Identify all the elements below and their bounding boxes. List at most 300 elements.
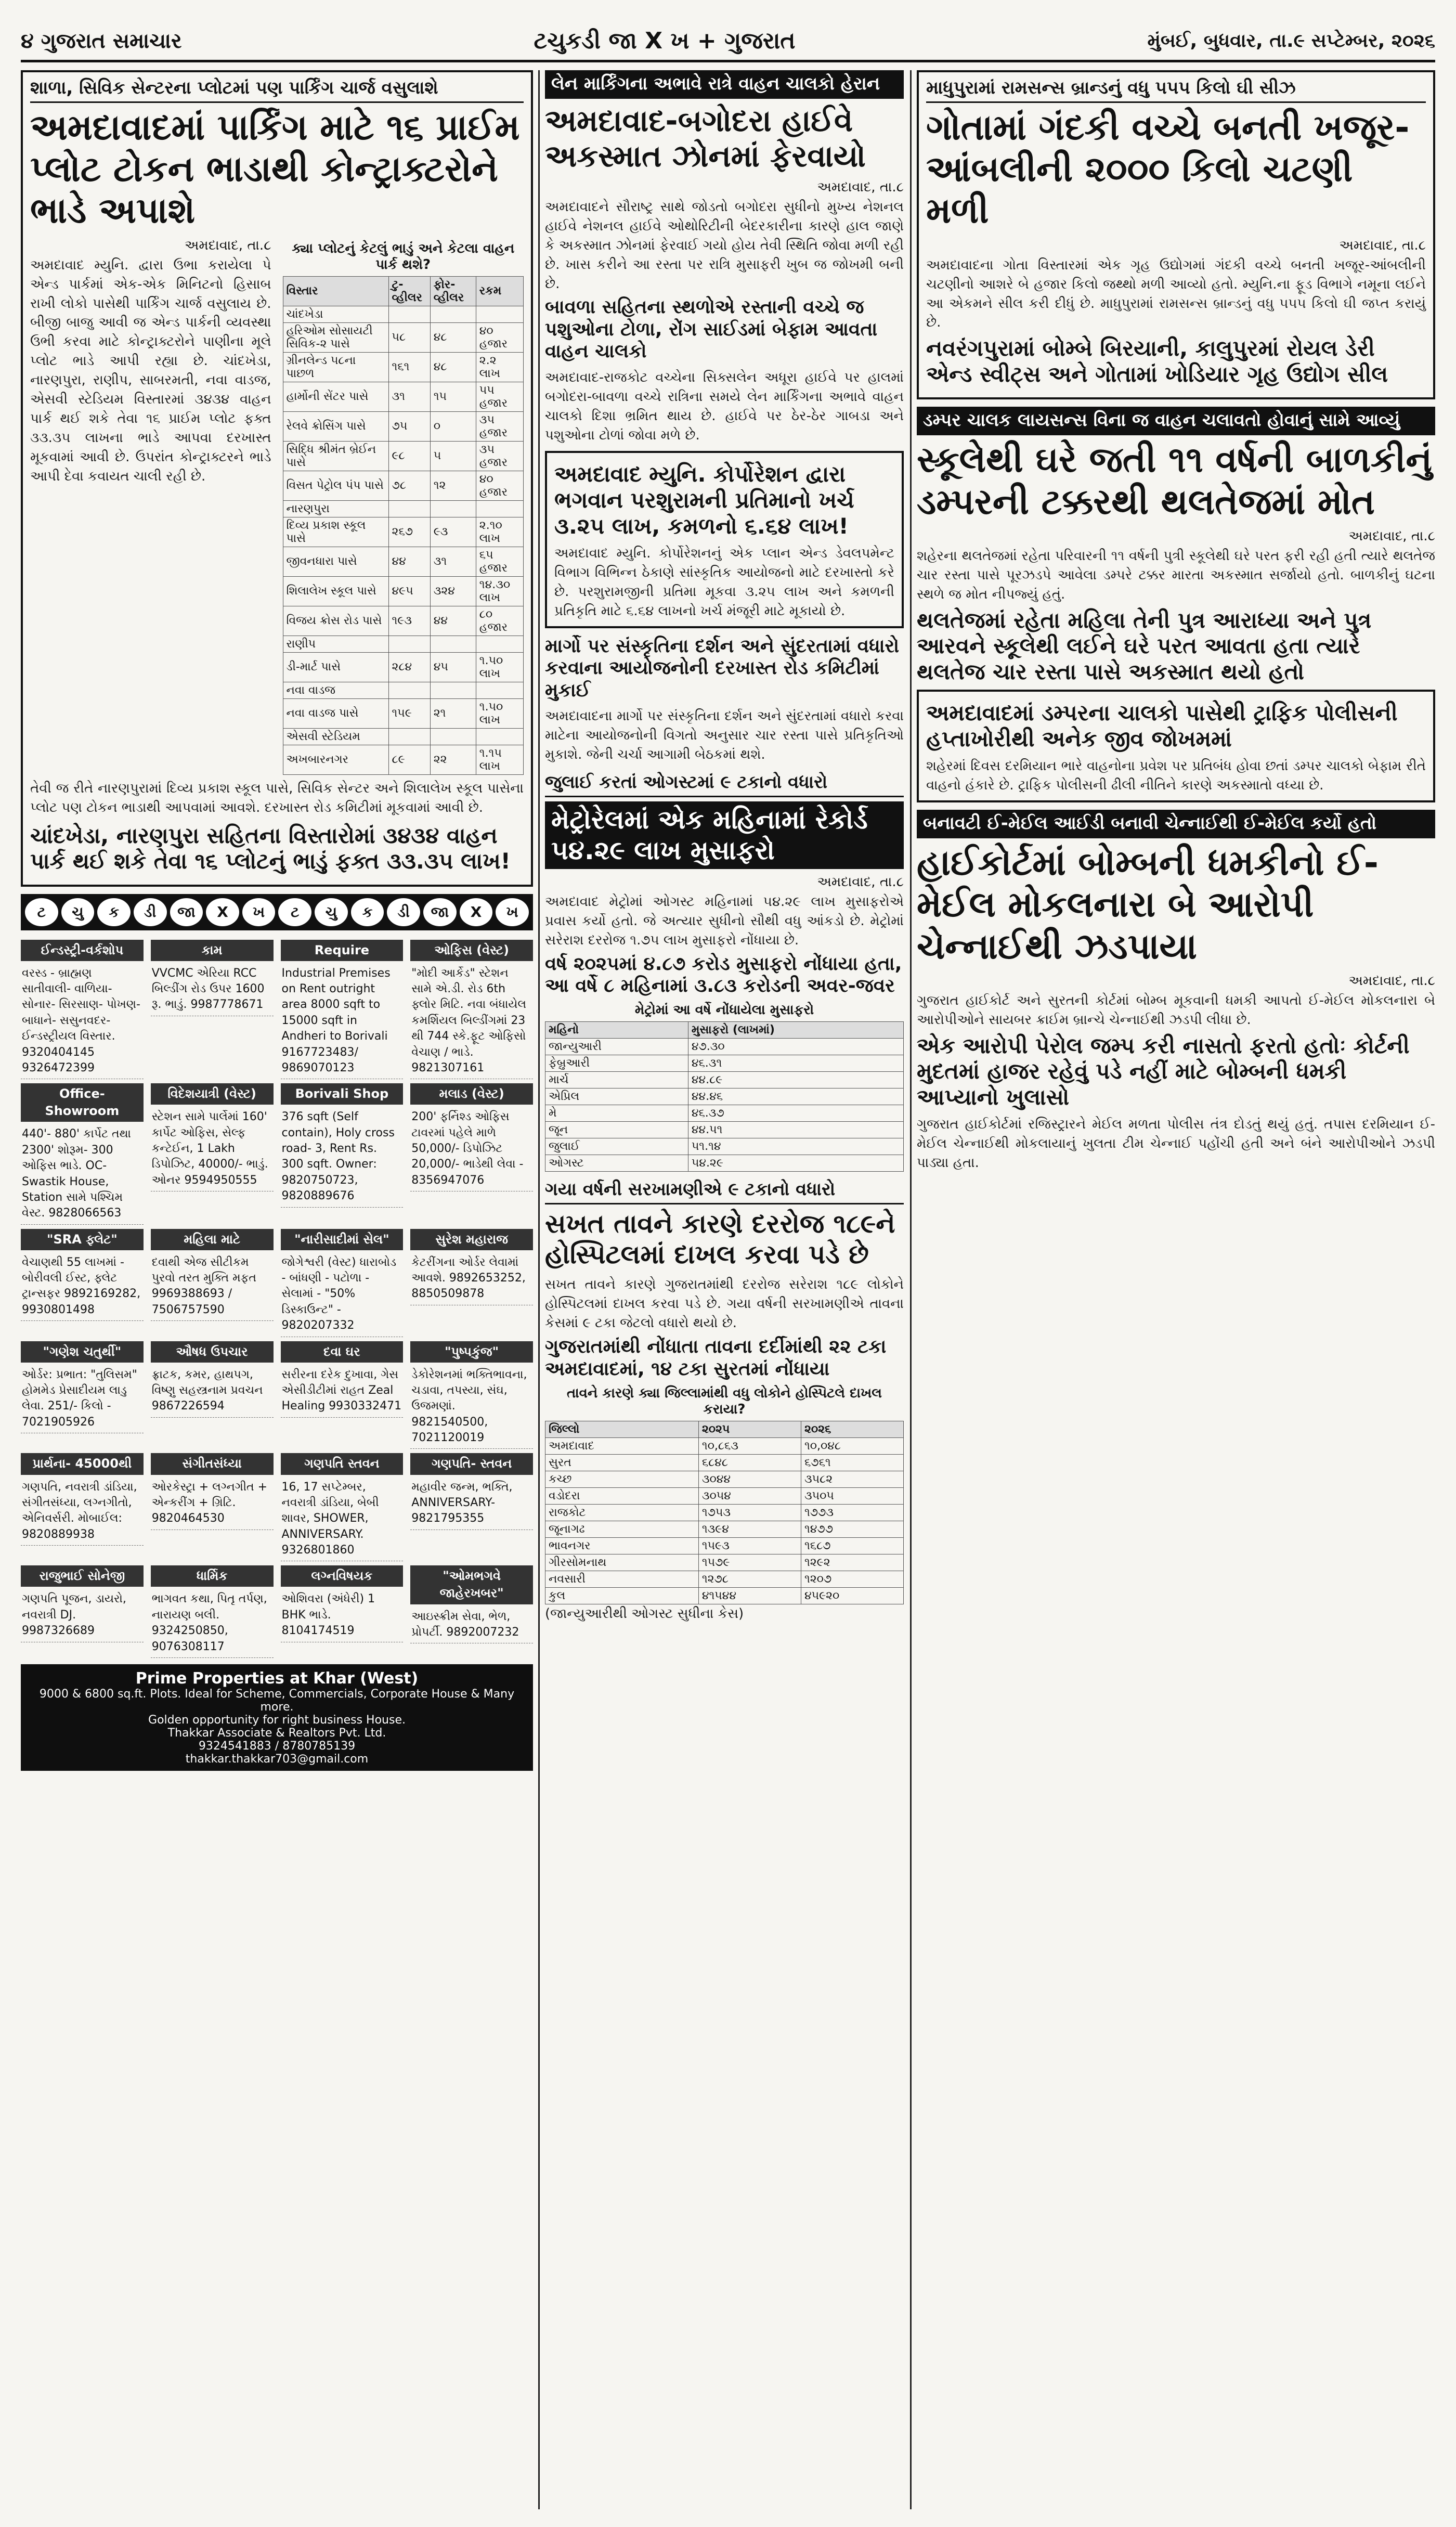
table-cell: ૪૯૫ xyxy=(388,576,430,606)
table-cell: ૨૨ xyxy=(430,745,476,774)
table-cell: શિલાલેખ સ્કૂલ પાસે xyxy=(283,576,388,606)
article-kicker: શાળા, સિવિક સેન્ટરના પ્લોટમાં પણ પાર્કિંગ ચાર્જ વસુલાશે xyxy=(30,77,524,103)
table-row xyxy=(283,352,524,382)
table-cell: ૪૪ xyxy=(430,606,476,636)
table-cell: જીવનધારા પાસે xyxy=(283,547,388,576)
table-cell: ૨.૧૦ લાખ xyxy=(476,517,523,547)
classified-category: સંગીતસંધ્યા xyxy=(151,1453,274,1474)
classified-ad: વરસ્ડ - બ્રાહ્મણ સાતીવાલી- વાળિયા- સોનાર- સિરસાણ- પોખણ- બાધાને- સસુનવદર- ઈન્ડસ્ટ્રીયલ વિસ્તાર. 9320404145 9326472399 xyxy=(21,963,144,1080)
table-cell: ગ્રીનલેન્ડ ૫૮ના પાછળ xyxy=(283,352,388,382)
table-row xyxy=(545,1471,904,1488)
article-body-continued: તેવી જ રીતે નારણપુરામાં દિવ્ય પ્રકાશ સ્કૂલ પાસે, સિવિક સેન્ટર અને શિલાલેખ સ્કૂલ પાસેના પ્લોટ પણ ટોકન ભાડાથી આપવામાં આવશે. દરખાસ્ત રોડ કમિટીમાં મૂકવામાં આવી છે. xyxy=(30,780,524,815)
classified-section xyxy=(410,1337,533,1449)
table-cell: મે xyxy=(545,1105,688,1122)
table-row xyxy=(545,1055,904,1072)
table-cell xyxy=(430,728,476,745)
table-row xyxy=(283,500,524,517)
table-cell: ૮૯ xyxy=(388,745,430,774)
classified-category: વિદેશયાત્રી (વેસ્ટ) xyxy=(151,1083,274,1105)
email-headline: હાઈકોર્ટમાં બોમ્બની ધમકીનો ઈ-મેઈલ મોકલનારા બે આરોપી ચેન્નાઈથી ઝડપાયા xyxy=(917,843,1379,967)
parshuram-article xyxy=(545,451,904,628)
fever-headline: સખત તાવને કારણે દરરોજ ૧૮૯ને હોસ્પિટલમાં દાખલ કરવા પડે છે xyxy=(545,1209,895,1270)
metro-dateline: અમદાવાદ, તા.૮ xyxy=(817,874,904,890)
table-row xyxy=(545,1122,904,1138)
classified-category: દવા ઘર xyxy=(281,1341,404,1363)
classified-section xyxy=(151,1337,274,1449)
classified-section xyxy=(410,1449,533,1561)
table-cell: ૪૪.૫૧ xyxy=(688,1122,903,1138)
table-cell: ફેબ્રુઆરી xyxy=(545,1055,688,1072)
table-row xyxy=(283,471,524,500)
ad-company: Thakkar Associate & Realtors Pvt. Ltd. xyxy=(167,1726,386,1740)
article-headline: ગોતામાં ગંદકી વચ્ચે બનતી ખજૂર-આંબલીની ૨૦૦૦ કિલો ચટણી મળી xyxy=(926,107,1410,232)
classified-ad: 200' ફર્નિશ્ડ ઓફિસ ટાવરમાં પહેલે માળે 50,000/- ડિપોઝિટ 20,000/- ભાડેથી લેવા - 8356947076 xyxy=(410,1107,533,1191)
classified-ad: Industrial Premises on Rent outright area 8000 sqft to 15000 sqft in Andheri to Borivali 9167723483/ 9869070123 xyxy=(281,963,404,1080)
classified-section xyxy=(281,1561,404,1658)
article-body: અમદાવાદના ગોતા વિસ્તારમાં એક ગૃહ ઉદ્યોગમાં ગંદકી વચ્ચે બનતી ખજૂર-આંબલીની ચટણીનો આશરે બે હજાર કિલો જથ્થો મળી આવ્યો હતો. મ્યુનિ.ના ફૂડ વિભાગે નમૂના લઈને આ એકમને સીલ કરી દીધું છે. માધુપુરામાં રામસન્સ બ્રાન્ડનું વધુ ૫૫૫ કિલો ઘી જપ્ત કરાયું છે. xyxy=(926,257,1426,331)
ad-email[interactable]: thakkar.thakkar703@gmail.com xyxy=(185,1752,369,1766)
table-header-cell: ૨૦૨૬ xyxy=(801,1421,903,1438)
article-dateline: અમદાવાદ, તા.૮ xyxy=(185,237,271,253)
table-cell: ૩૫૦૫ xyxy=(801,1488,903,1505)
classified-category: "પુષ્પકુંજ" xyxy=(410,1341,533,1363)
police-article xyxy=(917,690,1435,802)
classified-category: ઔષધ ઉપચાર xyxy=(151,1341,274,1363)
section-title: ટચુકડી જા X ખ + ગુજરાત xyxy=(534,28,796,54)
table-header-cell: ટુ-વ્હીલર xyxy=(388,276,430,306)
classified-ad: ડેકોરેશનમાં ભક્તિભાવના, ચડાવા, તપસ્યા, સંઘ, ઉજમણાં. 9821540500, 7021120019 xyxy=(410,1365,533,1449)
article-subhead: બાવળા સહિતના સ્થળોએ રસ્તાની વચ્ચે જ પશુઓના ટોળા, રોંગ સાઈડમાં બેફામ આવતા વાહન ચાલકો xyxy=(545,296,878,362)
article-body: અમદાવાદ મ્યુનિ. દ્વારા ઉભા કરાયેલા પે એન્ડ પાર્કમાં એક-એક મિનિટનો હિસાબ રાખી લોકો પાસેથી પાર્કિંગ ચાર્જ વસુલાય છે. બીજી બાજુ આવી જ એન્ડ પાર્કની વ્યવસ્થા ઉભી કરવા માટે કોન્ટ્રાક્ટરોને પાણીના મૂલે પ્લોટ ભાડે આપી રહ્યા છે. ચાંદખેડા, નારણપુરા, રાણીપ, સાબરમતી, નવા વાડજ, એસવી સ્ટેડિયમ વિસ્તારમાં ૩૪૩૪ વાહન પાર્ક થઈ શકે તેવા ૧૬ પ્રાઈમ પ્લોટ ફક્ત ૩૩.૩૫ લાખના ભાડે આપવા દરખાસ્ત મૂકવામાં આવી છે. ઉપરાંત કોન્ટ્રાક્ટરને ભાડે આપી દેવા કવાયત ચાલી રહી છે. xyxy=(30,257,271,484)
table-cell: ૧૬૧ xyxy=(388,352,430,382)
table-cell: ૩૦૪૪ xyxy=(698,1471,801,1488)
fever-table-title: તાવને કારણે ક્યા જિલ્લામાંથી વધુ લોકોને હોસ્પિટલે દાખલ કરાયા? xyxy=(567,1385,882,1418)
table-cell xyxy=(388,728,430,745)
article-headline: અમદાવાદમાં ડમ્પરના ચાલકો પાસેથી ટ્રાફિક પોલીસની હપ્તાખોરીથી અનેક જીવ જોખમમાં xyxy=(926,700,1398,751)
dumper-body: શહેરના થલતેજમાં રહેતા પરિવારની ૧૧ વર્ષની પુત્રી સ્કૂલેથી ઘરે પરત ફરી રહી હતી ત્યારે થલતેજ ચાર રસ્તા પાસે પૂરઝડપે આવેલા ડમ્પરે ટક્કર મારતા અકસ્માત સર્જાયો હતો. બાળકીનું ઘટના સ્થળે જ મોત નીપજ્યું હતું. xyxy=(917,548,1435,602)
fever-subhead: ગુજરાતમાંથી નોંધાતા તાવના દર્દીમાંથી ૨૨ ટકા અમદાવાદમાં, ૧૪ ટકા સુરતમાં નોંધાયા xyxy=(545,1336,887,1380)
metro-table-title: મેટ્રોમાં આ વર્ષે નોંધાયેલા મુસાફરો xyxy=(634,1002,814,1018)
table-cell: ૬૮૪૮ xyxy=(698,1455,801,1471)
table-cell: ૧૬૮૭ xyxy=(801,1538,903,1554)
classified-ad: કેટરીંગના ઓર્ડર લેવામાં આવશે. 9892653252, 8850509878 xyxy=(410,1252,533,1305)
table-cell: ડી-માર્ટ પાસે xyxy=(283,652,388,682)
metro-headline: મેટ્રોરેલમાં એક મહિનામાં રેકોર્ડ ૫૪.૨૯ લાખ મુસાફરો xyxy=(545,801,904,869)
column-news-middle xyxy=(545,70,904,2509)
table-row xyxy=(545,1554,904,1571)
table-cell: ૧૫૭૯ xyxy=(698,1554,801,1571)
classified-section xyxy=(410,936,533,1080)
classified-ad: ગણપતિ પૂજન, ડાયરો, નવરાત્રી DJ. 9987326689 xyxy=(21,1589,144,1642)
dateline: મુંબઈ, બુધવાર, તા.૯ સપ્ટેમ્બર, ૨૦૨૬ xyxy=(1147,30,1435,51)
metro-kicker: જુલાઈ કરતાં ઓગસ્ટમાં ૯ ટકાનો વધારો xyxy=(545,772,904,797)
classified-category: Require xyxy=(281,940,404,961)
classified-category: ગણપતિ- સ્તવન xyxy=(410,1453,533,1474)
banner-letter: ટ xyxy=(278,898,311,926)
banner-letter: X xyxy=(460,898,493,926)
classified-section xyxy=(21,936,144,1080)
classified-section xyxy=(281,1225,404,1337)
table-row xyxy=(283,728,524,745)
article-body: અમદાવાદ મ્યુનિ. કોર્પોરેશનનું એક પ્લાન એન્ડ ડેવલપમેન્ટ વિભાગ વિભિન્ન ઠેકાણે સાંસ્કૃતિક આયોજનો માટે દરખાસ્તો કરે છે. પરશુરામજીની પ્રતિમા મૂકવા ૩.૨૫ લાખ અને કમળની પ્રતિકૃતિ માટે ૬.૬૪ લાખનો ખર્ચ મંજૂરી માટે મૂકાયો છે. xyxy=(554,546,894,619)
email-body: ગુજરાત હાઈકોર્ટ અને સુરતની કોર્ટમાં બોમ્બ મૂકવાની ધમકી આપતો ઈ-મેઈલ મોકલનારા બે આરોપીઓને સાયબર ક્રાઈમ બ્રાન્ચે ચેન્નાઈથી ઝડપી લીધા છે. xyxy=(917,992,1435,1028)
table-cell: ૫૫ હજાર xyxy=(476,382,523,411)
table-cell: ૮૦ હજાર xyxy=(476,606,523,636)
table-cell: રાજકોટ xyxy=(545,1505,699,1521)
table-cell: ૦ xyxy=(430,411,476,441)
article-kicker: લેન માર્કિંગના અભાવે રાત્રે વાહન ચાલકો હેરાન xyxy=(545,70,904,99)
table-cell: વિજય ક્રોસ રોડ પાસે xyxy=(283,606,388,636)
classified-ad: "મોદી આર્કેડ" સ્ટેશન સામે એ.ડી. રોડ 6th ફ્લોર મિટિ. નવા બંધાયેલ કમર્શિયલ બિલ્ડીંગમાં 23 થી 744 સ્કે.ફૂટ ઓફિસો વેચાણ / ભાડે. 9821307161 xyxy=(410,963,533,1080)
table-row xyxy=(545,1521,904,1538)
table-cell xyxy=(388,682,430,698)
classified-ad: 440'- 880' કાર્પેટ તથા 2300' શોરૂમ- 300 ઓફિસ ભાડે. OC- Swastik House, Station સામે પશ્ચિમ વેસ્ટ. 9828066563 xyxy=(21,1124,144,1224)
table-cell: ગીરસોમનાથ xyxy=(545,1554,699,1571)
classified-ad: 16, 17 સપ્ટેમ્બર, નવરાત્રી ડાંડિયા, બેબી શાવર, SHOWER, ANNIVERSARY. 9326801860 xyxy=(281,1477,404,1562)
table-cell: ૧૪૭૭ xyxy=(801,1521,903,1538)
table-cell: દિવ્ય પ્રકાશ સ્કૂલ પાસે xyxy=(283,517,388,547)
table-cell: ૪૭.૩૦ xyxy=(688,1039,903,1055)
tachukdi-banner xyxy=(21,894,533,930)
classified-category: "ગણેશ ચતુર્થી" xyxy=(21,1341,144,1363)
table-cell: વિસત પેટ્રોલ પંપ પાસે xyxy=(283,471,388,500)
metro-table xyxy=(545,1021,904,1172)
table-cell: ૪૪.૮૯ xyxy=(688,1072,903,1088)
table-cell: ૧.૧૫ લાખ xyxy=(476,745,523,774)
table-cell: ૬૭૬૧ xyxy=(801,1455,903,1471)
table-cell: રાણીપ xyxy=(283,636,388,652)
dumper-kicker: ડમ્પર ચાલક લાયસન્સ વિના જ વાહન ચલાવતો હોવાનું સામે આવ્યું xyxy=(917,407,1435,435)
table-cell: ૨૬૭ xyxy=(388,517,430,547)
classified-ad: વેચાણથી 55 લાખમાં - બોરીવલી ઈસ્ટ, ફ્લેટ ટ્રાન્સફર 9892169282, 9930801498 xyxy=(21,1252,144,1321)
classified-ad: 376 sqft (Self contain), Holy cross road- 3, Rent Rs. 300 sqft. Owner: 9820750723, 9820889676 xyxy=(281,1107,404,1207)
table-cell: ૪૧૫૪૪ xyxy=(698,1588,801,1604)
table-cell: રેલવે ક્રોસિંગ પાસે xyxy=(283,411,388,441)
table-cell: ૧૦,૦૪૮ xyxy=(801,1438,903,1455)
classified-category: લગ્નવિષયક xyxy=(281,1565,404,1587)
classified-section xyxy=(410,1225,533,1337)
banner-letter: X xyxy=(206,898,239,926)
classified-category: "SRA ફ્લેટ" xyxy=(21,1229,144,1250)
classified-category: ગણપતિ સ્તવન xyxy=(281,1453,404,1474)
article-dateline: અમદાવાદ, તા.૮ xyxy=(817,179,904,195)
parking-article xyxy=(21,70,533,887)
classified-section xyxy=(151,1561,274,1658)
table-cell: જાન્યુઆરી xyxy=(545,1039,688,1055)
table-cell: ૨૮૪ xyxy=(388,652,430,682)
banner-letter: જા xyxy=(423,898,457,926)
classified-ad: દવાથી એજ સીટીકમ પુરવો તરત મુક્તિ મફત 9969388693 / 7506757590 xyxy=(151,1252,274,1321)
table-cell: ૭૮ xyxy=(388,471,430,500)
ad-note: Golden opportunity for right business House. xyxy=(148,1713,406,1727)
classified-section xyxy=(281,1079,404,1224)
classified-section xyxy=(21,1449,144,1561)
table-cell: ૪૬.૩૧ xyxy=(688,1055,903,1072)
table-row xyxy=(283,652,524,682)
prime-properties-ad xyxy=(21,1664,533,1771)
table-cell: કુલ xyxy=(545,1588,699,1604)
banner-letter: ખ xyxy=(242,898,276,926)
classified-section xyxy=(21,1337,144,1449)
column-parking xyxy=(21,70,533,2509)
email-body-continued: ગુજરાત હાઈકોર્ટમાં રજિસ્ટ્રારને મેઈલ મળતા પોલીસ તંત્ર દોડતું થયું હતું. તપાસ દરમિયાન ઈ-મેઈલ ચેન્નાઈથી મોકલાયાનું ખુલતા ટીમ ચેન્નાઈ પહોંચી હતી અને બંને આરોપીઓને ઝડપી પાડ્યા હતા. xyxy=(917,1117,1435,1171)
table-cell: ૧૨૯૨ xyxy=(801,1554,903,1571)
table-cell: ૪૮ xyxy=(430,352,476,382)
classified-category: રાજુભાઈ સોનેજી xyxy=(21,1565,144,1587)
table-row xyxy=(545,1571,904,1588)
table-cell: સિદ્ધિ શ્રીમંત બ્રેઈન પાસે xyxy=(283,441,388,471)
table-cell: ૩૦૫૪ xyxy=(698,1488,801,1505)
fever-table xyxy=(545,1421,904,1604)
table-cell: માર્ચ xyxy=(545,1072,688,1088)
classified-category: "નારીસાદીમાં સેલ" xyxy=(281,1229,404,1250)
classified-ad: ઓર્ડર: પ્રભાત: "તુલિસમ" હોમમેડ પ્રેસાદીયમ લાડુ લેવા. 251/- કિલો - 7021905926 xyxy=(21,1365,144,1433)
table-cell: ૧૨ xyxy=(430,471,476,500)
article-body: શહેરમાં દિવસ દરમિયાન ભારે વાહનોના પ્રવેશ પર પ્રતિબંધ હોવા છતાં ડમ્પર ચાલકો બેફામ રીતે વાહનો હંકારે છે. ટ્રાફિક પોલીસની ઢીલી નીતિને કારણે અકસ્માતો વધ્યા છે. xyxy=(926,758,1426,794)
table-row xyxy=(283,682,524,698)
classified-section xyxy=(151,1225,274,1337)
banner-letter: ચુ xyxy=(61,898,95,926)
column-news-right xyxy=(917,70,1435,2509)
table-cell: સુરત xyxy=(545,1455,699,1471)
table-cell xyxy=(388,636,430,652)
banner-letter: જા xyxy=(170,898,203,926)
table-cell: ૪૪.૪૬ xyxy=(688,1088,903,1105)
table-cell: ૪૫ xyxy=(430,652,476,682)
table-row xyxy=(545,1088,904,1105)
classified-section xyxy=(281,1449,404,1561)
table-cell: એસવી સ્ટેડિયમ xyxy=(283,728,388,745)
table-row xyxy=(545,1538,904,1554)
classified-ad: ફ્રાટક, કમર, હાથપગ, વિષ્ણુ સહસ્ત્રનામ પ્રવચન 9867226594 xyxy=(151,1365,274,1418)
classified-section xyxy=(21,1561,144,1658)
article-subhead: ચાંદખેડા, નારણપુરા સહિતના વિસ્તારોમાં ૩૪૩૪ વાહન પાર્ક થઈ શકે તેવા ૧૬ પ્લોટનું ભાડું ફક્ત ૩૩.૩૫ લાખ! xyxy=(30,822,511,874)
classified-section xyxy=(151,936,274,1080)
classified-category: મહિલા માટે xyxy=(151,1229,274,1250)
table-cell: ૪૦ હજાર xyxy=(476,471,523,500)
table-row xyxy=(545,1438,904,1455)
table-cell xyxy=(476,682,523,698)
dumper-subhead: થલતેજમાં રહેતા મહિલા તેની પુત્ર આરાધ્યા અને પુત્ર આરવને સ્કૂલેથી લઈને ઘરે પરત આવતા હતા ત્યારે થલતેજ ચાર રસ્તા પાસે અકસ્માત થયો હતો xyxy=(917,607,1372,684)
email-dateline: અમદાવાદ, તા.૮ xyxy=(1348,973,1435,989)
table-cell: નવા વાડજ પાસે xyxy=(283,698,388,728)
classified-ad: VVCMC એરિયા RCC બિલ્ડીંગ રોડ ઉપર 1600 રૂ. ભાડું. 9987778671 xyxy=(151,963,274,1016)
table-cell: ૧૫ xyxy=(430,382,476,411)
table-cell: ૧૩૯૪ xyxy=(698,1521,801,1538)
classified-category: પ્રાર્થના- 45000થી xyxy=(21,1453,144,1474)
table-cell: ૫૧.૧૪ xyxy=(688,1138,903,1155)
ad-phone: 9324541883 / 8780785139 xyxy=(198,1739,356,1753)
classified-ad: જોગેશ્વરી (વેસ્ટ) ધારાબોડ - બાંધણી - પટોળા - સેલામાં - "50% ડિસ્કાઉન્ટ" - 9820207332 xyxy=(281,1252,404,1337)
table-cell: ૩૧ xyxy=(388,382,430,411)
email-subhead: એક આરોપી પેરોલ જમ્પ કરી નાસતો ફરતો હતોઃ કોર્ટની મુદતમાં હાજર રહેવું પડે નહીં માટે બોમ્બની ધમકી આપ્યાનો ખુલાસો xyxy=(917,1032,1410,1110)
table-cell xyxy=(430,500,476,517)
table-cell: એપ્રિલ xyxy=(545,1088,688,1105)
classified-category: સુરેશ મહારાજ xyxy=(410,1229,533,1250)
table-cell xyxy=(388,306,430,322)
table-row xyxy=(545,1488,904,1505)
table-row xyxy=(545,1039,904,1055)
table-cell: કચ્છ xyxy=(545,1471,699,1488)
table-cell: ૨.૨ લાખ xyxy=(476,352,523,382)
table-cell: ૧.૫૦ લાખ xyxy=(476,698,523,728)
table-cell xyxy=(430,636,476,652)
table-header-cell: વિસ્તાર xyxy=(283,276,388,306)
table-cell: ચાંદખેડા xyxy=(283,306,388,322)
table-cell: ૧૭૫૩ xyxy=(698,1505,801,1521)
table-cell: ૪૫૯૨૦ xyxy=(801,1588,903,1604)
table-cell: ૯૩ xyxy=(430,517,476,547)
table-cell: ૪૬.૩૭ xyxy=(688,1105,903,1122)
table-cell: ૧૭૭૩ xyxy=(801,1505,903,1521)
fever-table-note: (જાન્યુઆરીથી ઓગસ્ટ સુધીના કેસ) xyxy=(545,1606,744,1622)
table-header-cell: ફોર-વ્હીલર xyxy=(430,276,476,306)
table-cell: અખબારનગર xyxy=(283,745,388,774)
table-cell: નવા વાડજ xyxy=(283,682,388,698)
table-cell: હરિઓમ સોસાયટી સિવિક-૨ પાસે xyxy=(283,322,388,352)
table-row xyxy=(283,745,524,774)
dumper-headline: સ્કૂલેથી ઘરે જતી ૧૧ વર્ષની બાળકીનું ડમ્પરની ટક્કરથી થલતેજમાં મોત xyxy=(917,439,1433,523)
banner-letter: ડી xyxy=(134,898,167,926)
table-cell: ૪૮ xyxy=(430,322,476,352)
article-headline: અમદાવાદમાં પાર્કિંગ માટે ૧૬ પ્રાઈમ પ્લોટ ટોકન ભાડાથી કોન્ટ્રાક્ટરોને ભાડે અપાશે xyxy=(30,107,520,232)
table-cell xyxy=(430,682,476,698)
article-body: અમદાવાદના માર્ગો પર સંસ્કૃતિના દર્શન અને સુંદરતામાં વધારો કરવા માટેના આયોજનોની વિગતો અનુસાર ચાર રસ્તા પાસે પ્રતિકૃતિઓ મુકાશે. જેની ચર્ચા આગામી બેઠકમાં થશે. xyxy=(545,708,904,762)
banner-letter: ક xyxy=(351,898,384,926)
metro-subhead: વર્ષ ૨૦૨૫માં ૪.૮૭ કરોડ મુસાફરો નોંધાયા હતા, આ વર્ષે ૮ મહિનામાં ૩.૮૩ કરોડની અવર-જવર xyxy=(545,953,902,997)
table-cell: ૩૫ હજાર xyxy=(476,411,523,441)
email-kicker: બનાવટી ઈ-મેઈલ આઈડી બનાવી ચેન્નાઈથી ઈ-મેઈલ કર્યો હતો xyxy=(917,810,1435,838)
table-cell: ૧૫૯૩ xyxy=(698,1538,801,1554)
table-cell xyxy=(430,306,476,322)
table-cell: ૧.૫૦ લાખ xyxy=(476,652,523,682)
table-row xyxy=(545,1155,904,1172)
table-row xyxy=(283,382,524,411)
classified-section xyxy=(21,1225,144,1337)
table-row xyxy=(283,547,524,576)
table-row xyxy=(283,517,524,547)
dumper-dateline: અમદાવાદ, તા.૮ xyxy=(1348,528,1435,544)
table-header-cell: મુસાફરો (લાખમાં) xyxy=(688,1022,903,1039)
table-cell xyxy=(476,500,523,517)
classified-category: મલાડ (વેસ્ટ) xyxy=(410,1083,533,1105)
classified-ad: ઓરકેસ્ટ્રા + લગ્નગીત + એન્કરીંગ + ગ્રિટિ. 9820464530 xyxy=(151,1477,274,1530)
table-cell: નારણપુરા xyxy=(283,500,388,517)
classified-category: ઓફિસ (વેસ્ટ) xyxy=(410,940,533,961)
classified-ad: મહાવીર જન્મ, ભક્તિ, ANNIVERSARY- 9821795355 xyxy=(410,1477,533,1530)
table-cell: ૩૫ હજાર xyxy=(476,441,523,471)
table-cell: ૫ xyxy=(430,441,476,471)
table-header-cell: જિલ્લો xyxy=(545,1421,699,1438)
article-kicker: માધુપુરામાં રામસન્સ બ્રાન્ડનું વધુ ૫૫૫ કિલો ઘી સીઝ xyxy=(926,77,1426,103)
table-row xyxy=(283,576,524,606)
page-header xyxy=(21,22,1435,62)
table-cell: ૧૨૦૭ xyxy=(801,1571,903,1588)
table-row xyxy=(545,1138,904,1155)
classifieds-grid xyxy=(21,936,533,1658)
banner-letter: ડી xyxy=(387,898,420,926)
table-row xyxy=(283,698,524,728)
article-headline: અમદાવાદ મ્યુનિ. કોર્પોરેશન દ્વારા ભગવાન પરશુરામની પ્રતિમાનો ખર્ચ ૩.૨૫ લાખ, કમળનો ૬.૬૪ લાખ! xyxy=(554,461,854,539)
classified-ad: ભાગવત કથા, પિતૃ તર્પણ, નારાયણ બલી. 9324250850, 9076308117 xyxy=(151,1589,274,1657)
table-cell: ૧૯૩ xyxy=(388,606,430,636)
article-subhead: માર્ગો પર સંસ્કૃતિના દર્શન અને સુંદરતામાં વધારો કરવાના આયોજનોની દરખાસ્ત રોડ કમિટીમાં મુકાઈ xyxy=(545,635,900,701)
classified-category: ધાર્મિક xyxy=(151,1565,274,1587)
table-cell: નવસારી xyxy=(545,1571,699,1588)
page-number: ૪ ગુજરાત સમાચાર xyxy=(21,29,182,53)
table-cell: વડોદરા xyxy=(545,1488,699,1505)
banner-letter: ખ xyxy=(496,898,529,926)
table-cell: ૧૪.૩૦ લાખ xyxy=(476,576,523,606)
table-cell: ૧૨૭૮ xyxy=(698,1571,801,1588)
table-cell: હાર્મોની સેંટર પાસે xyxy=(283,382,388,411)
classified-category: "ઓમભગવે જાહેરખબર" xyxy=(410,1565,533,1604)
classified-category: Borivali Shop xyxy=(281,1083,404,1105)
table-cell xyxy=(476,728,523,745)
table-cell: ૧૦,૮૬૩ xyxy=(698,1438,801,1455)
table-row xyxy=(545,1588,904,1604)
table-cell: ૩૨૪ xyxy=(430,576,476,606)
table-row xyxy=(283,606,524,636)
table-cell: ૩૧ xyxy=(430,547,476,576)
classified-section xyxy=(151,1449,274,1561)
table-cell: અમદાવાદ xyxy=(545,1438,699,1455)
classified-ad: ગણપતિ, નવરાત્રી ડાંડિયા, સંગીતસંધ્યા, લગ્નગીતો, એનિવર્સરી. મોબાઈલ: 9820889938 xyxy=(21,1477,144,1546)
table-cell: ૧૫૯ xyxy=(388,698,430,728)
parking-table xyxy=(283,276,524,775)
banner-letter: ક xyxy=(97,898,131,926)
classified-ad: ઓશિવરા (અંધેરી) 1 BHK ભાડે. 8104174519 xyxy=(281,1589,404,1642)
table-header-cell: મહિનો xyxy=(545,1022,688,1039)
metro-body: અમદાવાદ મેટ્રોમાં ઓગસ્ટ મહિનામાં ૫૪.૨૯ લાખ મુસાફરોએ પ્રવાસ કર્યો હતો. જે અત્યાર સુધીનો સૌથી વધુ આંકડો છે. મેટ્રોમાં સરેરાશ દરરોજ ૧.૭૫ લાખ મુસાફરો નોંધાયા છે. xyxy=(545,893,904,948)
table-cell: ૨૧ xyxy=(430,698,476,728)
table-row xyxy=(283,636,524,652)
chutney-article xyxy=(917,70,1435,399)
table-cell: ૬૫ હજાર xyxy=(476,547,523,576)
table-header-cell: રકમ xyxy=(476,276,523,306)
classified-category: Office- Showroom xyxy=(21,1083,144,1122)
table-cell: ૭૫ xyxy=(388,411,430,441)
classified-ad: સ્ટેશન સામે પાર્લેમાં 160' કાર્પેટ ઓફિસ, સેલ્ફ કન્ટેઈન, 1 Lakh ડિપોઝિટ, 40000/- ભાડું. ઓનર 9594950555 xyxy=(151,1107,274,1191)
banner-letter: ટ xyxy=(25,898,58,926)
table-cell xyxy=(476,636,523,652)
classified-section xyxy=(281,936,404,1080)
table-row xyxy=(545,1072,904,1088)
classified-section xyxy=(21,1079,144,1224)
table-row xyxy=(545,1505,904,1521)
table-cell: ૯૮ xyxy=(388,441,430,471)
table-row xyxy=(283,441,524,471)
classified-category: કામ xyxy=(151,940,274,961)
table-title: ક્યા પ્લોટનું કેટલું ભાડું અને કેટલા વાહન પાર્ક થશે? xyxy=(292,240,515,273)
table-row xyxy=(545,1455,904,1471)
table-cell: ૪૦ હજાર xyxy=(476,322,523,352)
classified-section xyxy=(410,1561,533,1658)
classified-category: ઈન્ડસ્ટ્રી-વર્કશોપ xyxy=(21,940,144,961)
table-header-cell: ૨૦૨૫ xyxy=(698,1421,801,1438)
table-row xyxy=(283,411,524,441)
table-row xyxy=(283,306,524,322)
table-cell xyxy=(388,500,430,517)
table-cell: જૂનાગઢ xyxy=(545,1521,699,1538)
ad-title: Prime Properties at Khar (West) xyxy=(135,1669,419,1688)
table-cell xyxy=(476,306,523,322)
column-rule xyxy=(910,70,912,2509)
table-row xyxy=(545,1105,904,1122)
article-headline: અમદાવાદ-બગોદરા હાઈવે અકસ્માત ઝોનમાં ફેરવાયો xyxy=(545,103,866,174)
article-body-continued: અમદાવાદ-રાજકોટ વચ્ચેના સિક્સલેન અધૂરા હાઈવે પર હાલમાં બગોદરા-બાવળા વચ્ચે રાત્રિના સમયે લેન માર્કિંગના અભાવે વાહન ચાલકો દિશા ભ્રમિત થાય છે. હાઈવે પર ઠેર-ઠેર ગાબડા અને પશુઓના ટોળાં જોવા મળે છે. xyxy=(545,369,904,443)
table-cell: ૫૪.૨૯ xyxy=(688,1155,903,1172)
